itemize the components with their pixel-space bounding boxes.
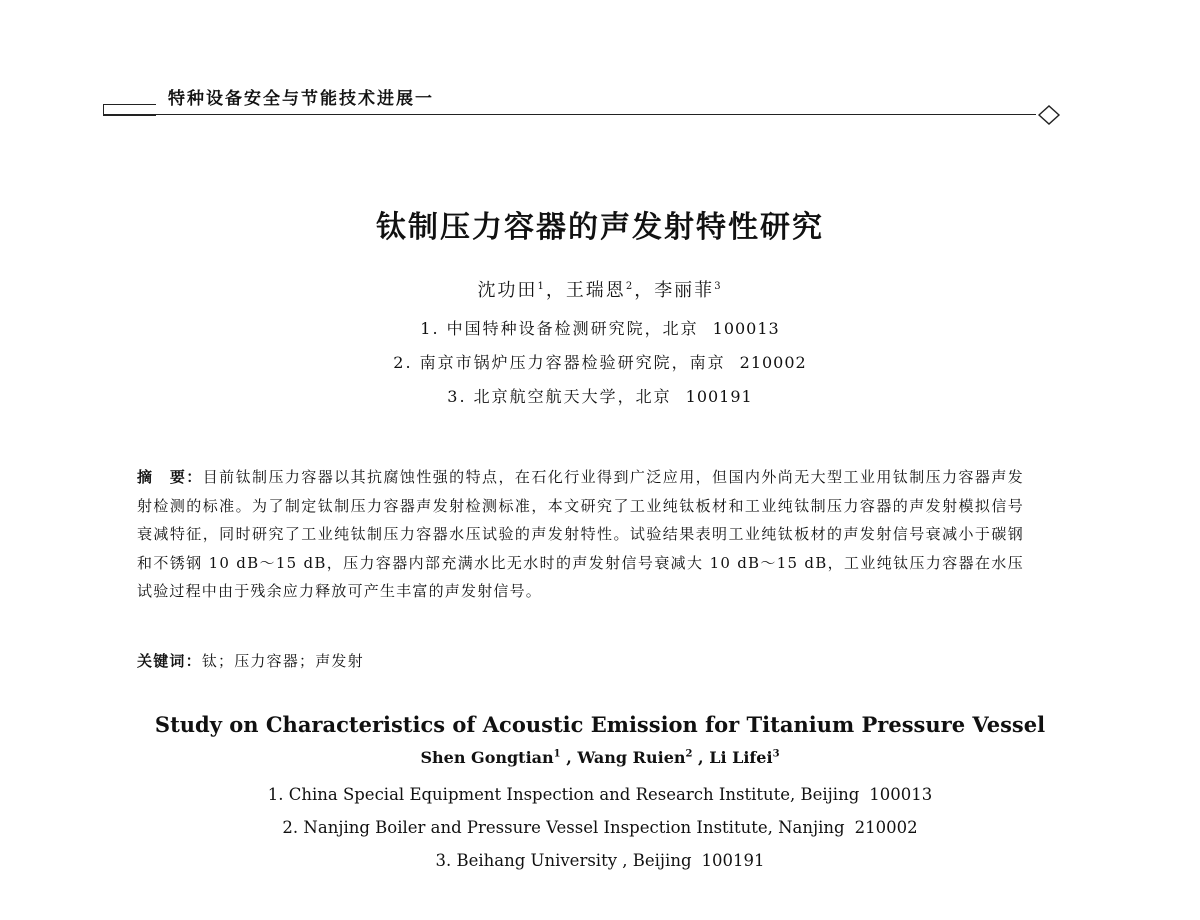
author-en: Shen Gongtian$^1$ [420,748,561,767]
keywords-text: 钛；压力容器；声发射 [201,652,364,670]
author-cn: 王瑞恩$^2$ [565,280,635,301]
title-en: Study on Characteristics of Acoustic Emission for Titanium Pressure Vessel [154,712,1046,737]
affiliation-cn-3: 3. 北京航空航天大学，北京 100191 [447,387,753,406]
affiliation-en-3: 3. Beihang University , Beijing 100191 [435,851,765,870]
abstract-label: 摘 要： [137,468,203,486]
affiliation-en-1: 1. China Special Equipment Inspection and Research Institute, Beijing 100013 [267,785,933,804]
authors-cn: 沈功田$^1$，王瑞恩$^2$，李丽菲$^3$ [477,280,723,301]
abstract-cn [137,463,1024,606]
affiliation-cn-1: 1. 中国特种设备检测研究院，北京 100013 [420,319,780,338]
affiliation-en-2: 2. Nanjing Boiler and Pressure Vessel Inspection Institute, Nanjing 210002 [282,818,918,837]
author-en: Wang Ruien$^2$ [577,748,693,767]
running-head: 特种设备安全与节能技术进展一 [168,89,434,109]
diamond-icon [1037,104,1061,126]
keywords-label: 关键词： [137,652,202,670]
author-cn: 沈功田$^1$ [477,280,546,301]
affiliation-cn-2: 2. 南京市锅炉压力容器检验研究院，南京 210002 [393,353,807,372]
header-rule [103,114,1036,115]
authors-en: Shen Gongtian$^1$ , Wang Ruien$^2$ , Li Lifei$^3$ [420,748,780,767]
abstract-text: 目前钛制压力容器以其抗腐蚀性强的特点，在石化行业得到广泛应用，但国内外尚无大型工业用钛制压力容器声发射检测的标准。为了制定钛制压力容器声发射检测标准，本文研究了工业纯钛板材和工业纯钛制压力容器的声发射模拟信号衰减特征，同时研究了工业纯钛制压力容器水压试验的声发射特性。试验结果表明工业纯钛板材的声发射信号衰减小于碳钢和不锈钢 10 dB～15 dB，压力容器内部充满水比无水时的声发射信号衰减大 10 dB～15 dB，工业纯钛压力容器在水压试验过程中由于残余应力释放可产生丰富的声发射信号。 [137,468,1024,600]
keywords-cn [137,650,364,671]
title-cn: 钛制压力容器的声发射特性研究 [376,210,824,245]
author-en: Li Lifei$^3$ [709,748,780,767]
author-cn: 李丽菲$^3$ [654,280,723,301]
